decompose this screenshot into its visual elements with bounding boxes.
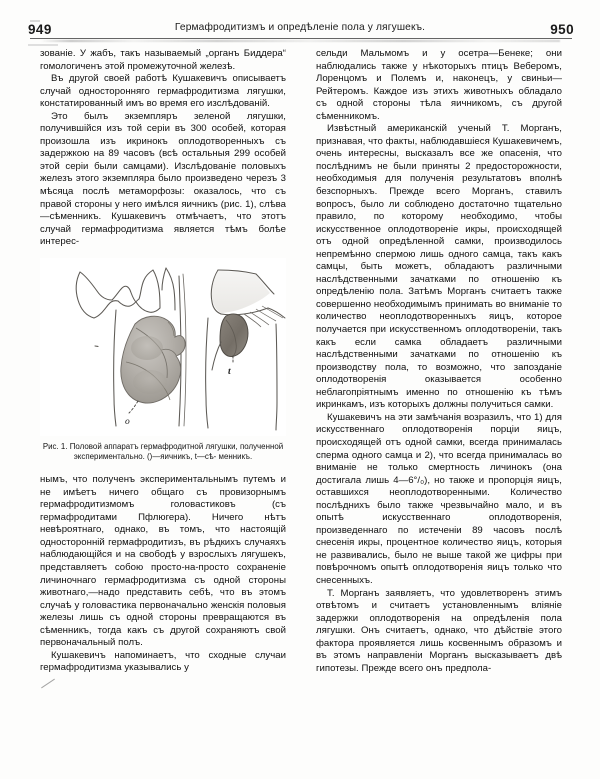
running-title: Гермафродитизмъ и опредѣленіе пола у лягушекъ. (174, 22, 426, 33)
figure-caption-line-2: полученной экспериментально. ()—яичникъ, t—сѣ- (73, 441, 284, 461)
column-right (316, 48, 562, 675)
figure-illustration (40, 258, 286, 436)
page-columns (0, 48, 600, 773)
page-header (0, 0, 600, 46)
scan-artifact-folio (28, 44, 58, 46)
paragraph: Т. Морганъ заявляетъ, что удовлетворенъ этимъ отвѣтомъ и считаетъ установленнымъ вліяніе задержки оплодотворенія на опредѣленія пола лягушки. Онъ считаетъ, однако, что дѣйствіе этого фактора проявляется лишь косвеннымъ образомъ и въ этомъ направленіи Морганъ высказываетъ двѣ гипотезы. Прежде всего онъ предпола- (316, 587, 562, 674)
figure-1 (40, 258, 286, 462)
paragraph: Въ другой своей работѣ Кушакевичъ описываетъ случай односторонняго гермафродитизма лягушки, констатированный имъ во время его изслѣдованій. (40, 73, 286, 110)
figure-label-testis: t (228, 366, 231, 377)
paragraph: Это былъ экземпляръ зеленой лягушки, получившійся изъ той серіи въ 300 особей, которая произошла изъ икринокъ оплодотворенныхъ съ задержкою на 89 часовъ (всѣ остальныя 299 особей этой серіи были самцами). Изслѣдованіе половыхъ железъ этого экземпляра было произведено черезъ 3 мѣсяца послѣ метаморфозы: оказалось, что съ правой стороны у него имѣлся яичникъ (рис. 1), слѣва—сѣменникъ. Кушакевичъ отмѣчаетъ, что этотъ случай гермафродитизма является тѣмъ болѣе интерес- (40, 110, 286, 248)
figure-spacer (40, 462, 286, 474)
folio-right: 950 (550, 22, 574, 37)
scan-artifact-top (30, 20, 40, 22)
folio-left: 949 (28, 22, 52, 37)
paragraph: зованіе. У жабъ, такъ называемый „органъ Биддера“ гомологиченъ этой промежуточной железѣ. (40, 48, 286, 72)
paragraph: Кушакевичъ напоминаетъ, что сходные случаи гермафродитизма указывались у (40, 649, 286, 674)
figure-caption-line-1: Рис. 1. Половой аппаратъ гермафродитной лягушки, (42, 441, 238, 451)
paragraph: сельди Мальмомъ и у осетра—Бенеке; они наблюдались также у нѣкоторыхъ птицъ Веберомъ, Лоренцомъ и Полемъ и, наконецъ, у свиньи—Рейтеромъ. Каждое изъ этихъ животныхъ обладало съ одной стороны тѣла яичникомъ, съ другой сѣменникомъ. (316, 48, 562, 122)
paragraph: Извѣстный американскій ученый Т. Морганъ, признавая, что факты, наблюдавшіеся Кушакевичемъ, очень интересны, высказалъ все же опасенія, что послѣднимъ не были приняты 2 предосторожности, необходимыя для полученія результатовъ вполнѣ безспорныхъ. Прежде всего Морганъ, ставилъ вопросъ, было ли соблюдено достаточно тщательно правило, по которому необходимо, чтобы искусственное оплодотвореніе икры, происходящей отъ одной опредѣленной самки, производилось непремѣнно спермою лишь одного самца, такъ какъ самцы, быть можетъ, обладаютъ различными наслѣдственными зачатками по отношенію къ опредѣленію пола. Затѣмъ Морганъ считаетъ также совершенно необходимымъ принимать во вниманіе то количество неоплодотворенныхъ яицъ, которое получается при искусственномъ оплодотвореніи, такъ какъ если самка обладаетъ различными наслѣдственными зачатками по отношенію къ производству пола, то возможно, что запозданіе оплодотворенія оказывается особенно неблагопріятнымъ именно по отношенію къ тѣмъ икринкамъ, изъ которыхъ должны получиться самки. (316, 123, 562, 411)
figure-label-ovary: o (125, 416, 130, 427)
paragraph: нымъ, что полученъ экспериментальнымъ путемъ и не имѣетъ ничего общаго съ провизорнымъ гермафродитизмомъ головастиковъ (съ гермафродитами Пфлюгера). Ничего нѣтъ невѣроятнаго, однако, въ томъ, что настоящій односторонній гермафродитизъ, въ рѣдкихъ случаяхъ наблюдающійся и на свободѣ у взрослыхъ лягушекъ, представляетъ собою просто-на-просто сохраненіе личиночнаго гермафродитизма съ одной стороны животнаго,—надо представить себѣ, что въ этомъ случаѣ у головастика первоначально женскія половыя железы лишь съ одной стороны превращаются въ сѣменникъ, тогда какъ съ другой сохраняютъ свой первоначальный полъ. (40, 474, 286, 649)
paragraph: Кушакевичъ на эти замѣчанія возразилъ, что 1) для искусственнаго оплодотворенія порціи яицъ, происходящей отъ одной самки, всегда принималась сперма одного самца и 2), что всегда принималась во вниманіе не только смертность личинокъ (она достигала лишь 4—6°/₀), но также и пропорція яицъ, оставшихся неоплодотворенными. Количество послѣднихъ было также чрезвычайно мало, и въ опытѣ искусственнаго оплодотворенія, произведеннаго по истеченіи 89 часовъ послѣ снесенія икры, процентное количество яицъ, которыя не развивались, было не выше такой же цифры при повѣрочномъ опытѣ оплодотворенія яицъ только что снесенныхъ. (316, 411, 562, 586)
header-rule (30, 38, 572, 39)
scan-artifact-tick (41, 679, 55, 689)
column-left (40, 48, 286, 693)
figure-caption-line-3: менникъ. (218, 451, 253, 461)
column-footer-artifact (40, 675, 286, 693)
header-rule-smudge (40, 40, 560, 42)
frog-reproductive-apparatus-drawing (40, 258, 286, 436)
figure-caption (40, 442, 286, 462)
